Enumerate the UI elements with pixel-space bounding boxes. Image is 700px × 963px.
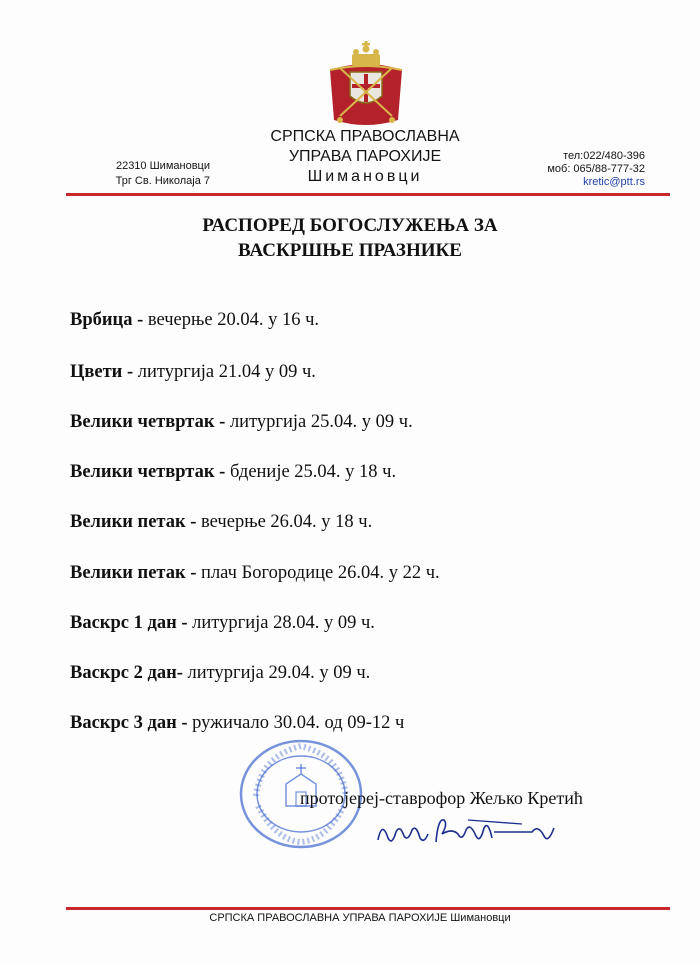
service-separator: - [185, 563, 202, 583]
service-item [70, 613, 630, 634]
address-line-1: 22310 Шимановци [115, 160, 210, 172]
service-detail: бденије 25.04. у 18 ч. [229, 462, 397, 482]
service-separator: - [176, 613, 193, 633]
bottom-divider [66, 907, 670, 910]
mobile-number: моб: 065/88-777-32 [547, 163, 645, 175]
document-title-line-1: РАСПОРЕД БОГОСЛУЖЕЊА ЗА [202, 215, 498, 236]
service-detail: вечерње 20.04. у 16 ч. [147, 310, 320, 330]
phone-number: тел:022/480-396 [563, 150, 645, 162]
service-separator: - [185, 512, 202, 532]
service-separator: - [132, 310, 148, 330]
email-link[interactable]: kretic@ptt.rs [583, 176, 645, 188]
service-detail: литургија 21.04 у 09 ч. [137, 362, 316, 382]
service-name: Врбица [70, 310, 133, 330]
letterhead-line-1: СРПСКА ПРАВОСЛАВНА [270, 128, 460, 145]
service-detail: литургија 25.04. у 09 ч. [229, 412, 413, 432]
service-item [70, 412, 630, 433]
service-detail: литургија 29.04. у 09 ч. [187, 663, 371, 683]
service-detail: ружичало 30.04. од 09-12 ч [192, 713, 405, 733]
service-detail: плач Богородице 26.04. у 22 ч. [201, 563, 440, 583]
service-name: Велики четвртак [70, 412, 215, 432]
service-name: Цвети [70, 362, 123, 382]
service-separator: - [214, 412, 230, 432]
church-coat-of-arms-icon [326, 40, 406, 130]
letterhead-line-2: УПРАВА ПАРОХИЈЕ [288, 148, 442, 165]
service-item [70, 713, 630, 734]
service-item [70, 663, 630, 684]
service-separator: - [122, 362, 138, 382]
service-name: Велики четвртак [70, 462, 215, 482]
service-item [70, 512, 630, 533]
service-separator: - [176, 713, 193, 733]
footer-text: СРПСКА ПРАВОСЛАВНА УПРАВА ПАРОХИЈЕ Шимановци [209, 912, 511, 924]
service-detail: вечерње 26.04. у 18 ч. [201, 512, 373, 532]
top-divider [66, 193, 670, 196]
handwritten-signature-icon [372, 810, 572, 855]
service-name: Велики петак [70, 563, 186, 583]
service-separator: - [176, 663, 188, 683]
service-item [70, 362, 630, 383]
service-name: Велики петак [70, 512, 186, 532]
service-name: Васкрс 1 дан [70, 613, 177, 633]
service-item [70, 462, 630, 483]
service-detail: литургија 28.04. у 09 ч. [192, 613, 375, 633]
service-item [70, 310, 630, 331]
service-name: Васкрс 2 дан [70, 663, 177, 683]
letterhead-line-3: Шимановци [307, 168, 423, 185]
address-line-2: Трг Св. Николаја 7 [115, 175, 210, 187]
signer-name: протојереј-ставрофор Жељко Кретић [300, 788, 583, 808]
service-item [70, 563, 630, 584]
service-name: Васкрс 3 дан [70, 713, 177, 733]
service-separator: - [214, 462, 230, 482]
document-title-line-2: ВАСКРШЊЕ ПРАЗНИКЕ [238, 240, 462, 261]
